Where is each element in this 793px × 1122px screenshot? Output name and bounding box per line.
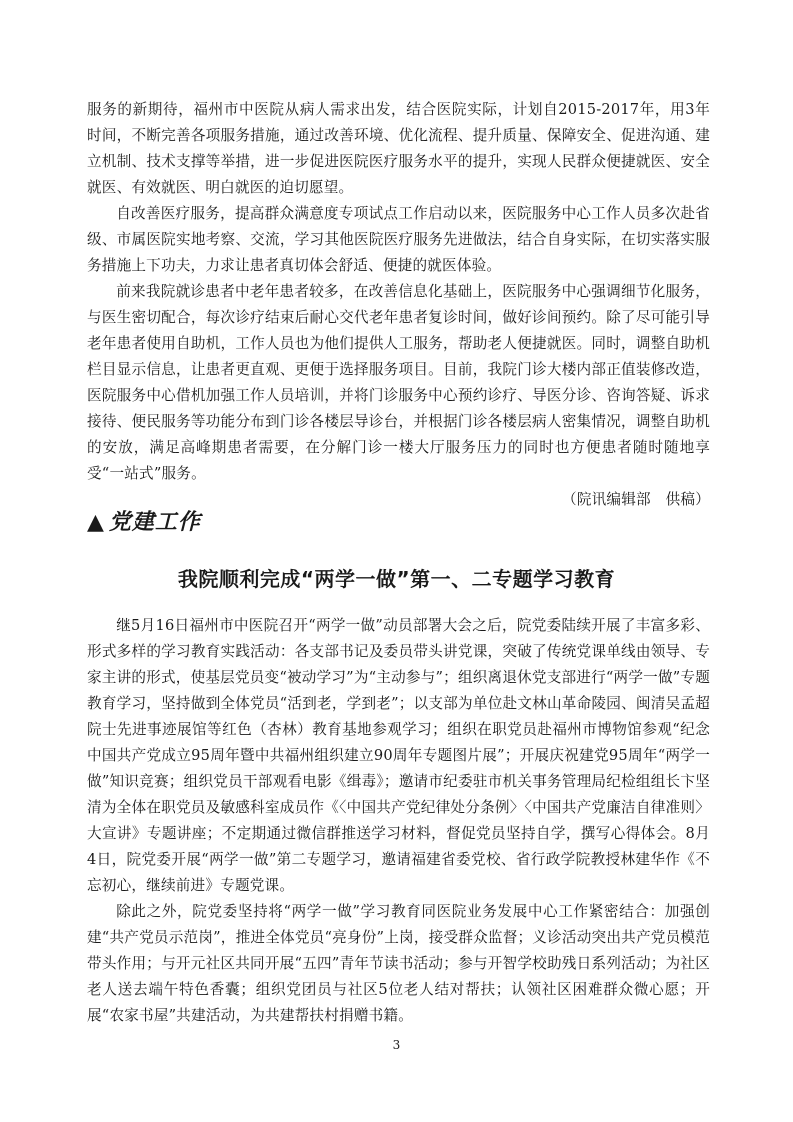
paragraph: 继5月16日福州市中医院召开“两学一做”动员部署大会之后，院党委陆续开展了丰富多彩、形式多样的学习教育实践活动：各支部书记及委员带头讲党课，突破了传统党课单线由领导、专家主讲的形式，使基层党员变“被动学习”为“主动参与”；组织离退休党支部进行“两学一做”专题教育学习，坚持做到全体党员“活到老，学到老”；以支部为单位赴文林山革命陵园、闽清吴孟超院士先进事迹展馆等红色（杏林）教育基地参观学习；组织在职党员赴福州市博物馆参观“纪念中国共产党成立95周年暨中共福州组织建立90周年专题图片展”；开展庆祝建党95周年“两学一做”知识竞赛；组织党员干部观看电影《缉毒》；邀请市纪委驻市机关事务管理局纪检组组长卞坚清为全体在职党员及敏感科室成员作《〈中国共产党纪律处分条例〉〈中国共产党廉洁自律准则〉大宣讲》专题讲座；不定期通过微信群推送学习材料，督促党员坚持自学，撰写心得体会。8月4日，院党委开展“两学一做”第二专题学习，邀请福建省委党校、省行政学院教授林建华作《不忘初心，继续前进》专题党课。 (87, 617, 710, 894)
credit-text: （院讯编辑部 供稿） (562, 491, 710, 508)
section-heading (87, 505, 201, 536)
page-number: 3 (392, 1038, 401, 1052)
paragraph: 除此之外，院党委坚持将“两学一做”学习教育同医院业务发展中心工作紧密结合：加强创建“共产党员示范岗”，推进全体党员“亮身份”上岗，接受群众监督；义诊活动突出共产党员模范带头作用；与开元社区共同开展“五四”青年节读书活动；参与开智学校助残日系列活动；为社区老人送去端午特色香囊；组织党团员与社区5位老人结对帮扶；认领社区困难群众微心愿；开展“农家书屋”共建活动，为共建帮扶村捐赠书籍。 (87, 903, 710, 1024)
section-heading-title: 党建工作 (108, 510, 201, 535)
paragraph: 服务的新期待，福州市中医院从病人需求出发，结合医院实际，计划自2015-2017年，用3年时间，不断完善各项服务措施，通过改善环境、优化流程、提升质量、保障安全、促进沟通、建立机制、技术支撑等举措，进一步促进医院医疗服务水平的提升，实现人民群众便捷就医、安全就医、有效就医、明白就医的迫切愿望。 (87, 101, 710, 196)
article-title: 我院顺利完成“两学一做”第一、二专题学习教育 (177, 567, 616, 591)
paragraph: 自改善医疗服务，提高群众满意度专项试点工作启动以来，医院服务中心工作人员多次赴省级、市属医院实地考察、交流，学习其他医院医疗服务先进做法，结合自身实际，在切实落实服务措施上下功夫，力求让患者真切体会舒适、便捷的就医体验。 (87, 205, 710, 274)
article-body (87, 613, 710, 1029)
intro-text-block (87, 97, 710, 513)
triangle-marker-icon: ▲ (87, 510, 105, 535)
paragraph: 前来我院就诊患者中老年患者较多，在改善信息化基础上，医院服务中心强调细节化服务，与医生密切配合，每次诊疗结束后耐心交代老年患者复诊时间，做好诊间预约。除了尽可能引导老年患者使用自助机，工作人员也为他们提供人工服务，帮助老人便捷就医。同时，调整自助机栏目显示信息，让患者更直观、更便于选择服务项目。目前，我院门诊大楼内部正值装修改造，医院服务中心借机加强工作人员培训，并将门诊服务中心预约诊疗、导医分诊、咨询答疑、诉求接待、便民服务等功能分布到门诊各楼层导诊台，并根据门诊各楼层病人密集情况，调整自助机的安放，满足高峰期患者需要，在分解门诊一楼大厅服务压力的同时也方便患者随时随地享受“一站式”服务。 (87, 283, 710, 482)
